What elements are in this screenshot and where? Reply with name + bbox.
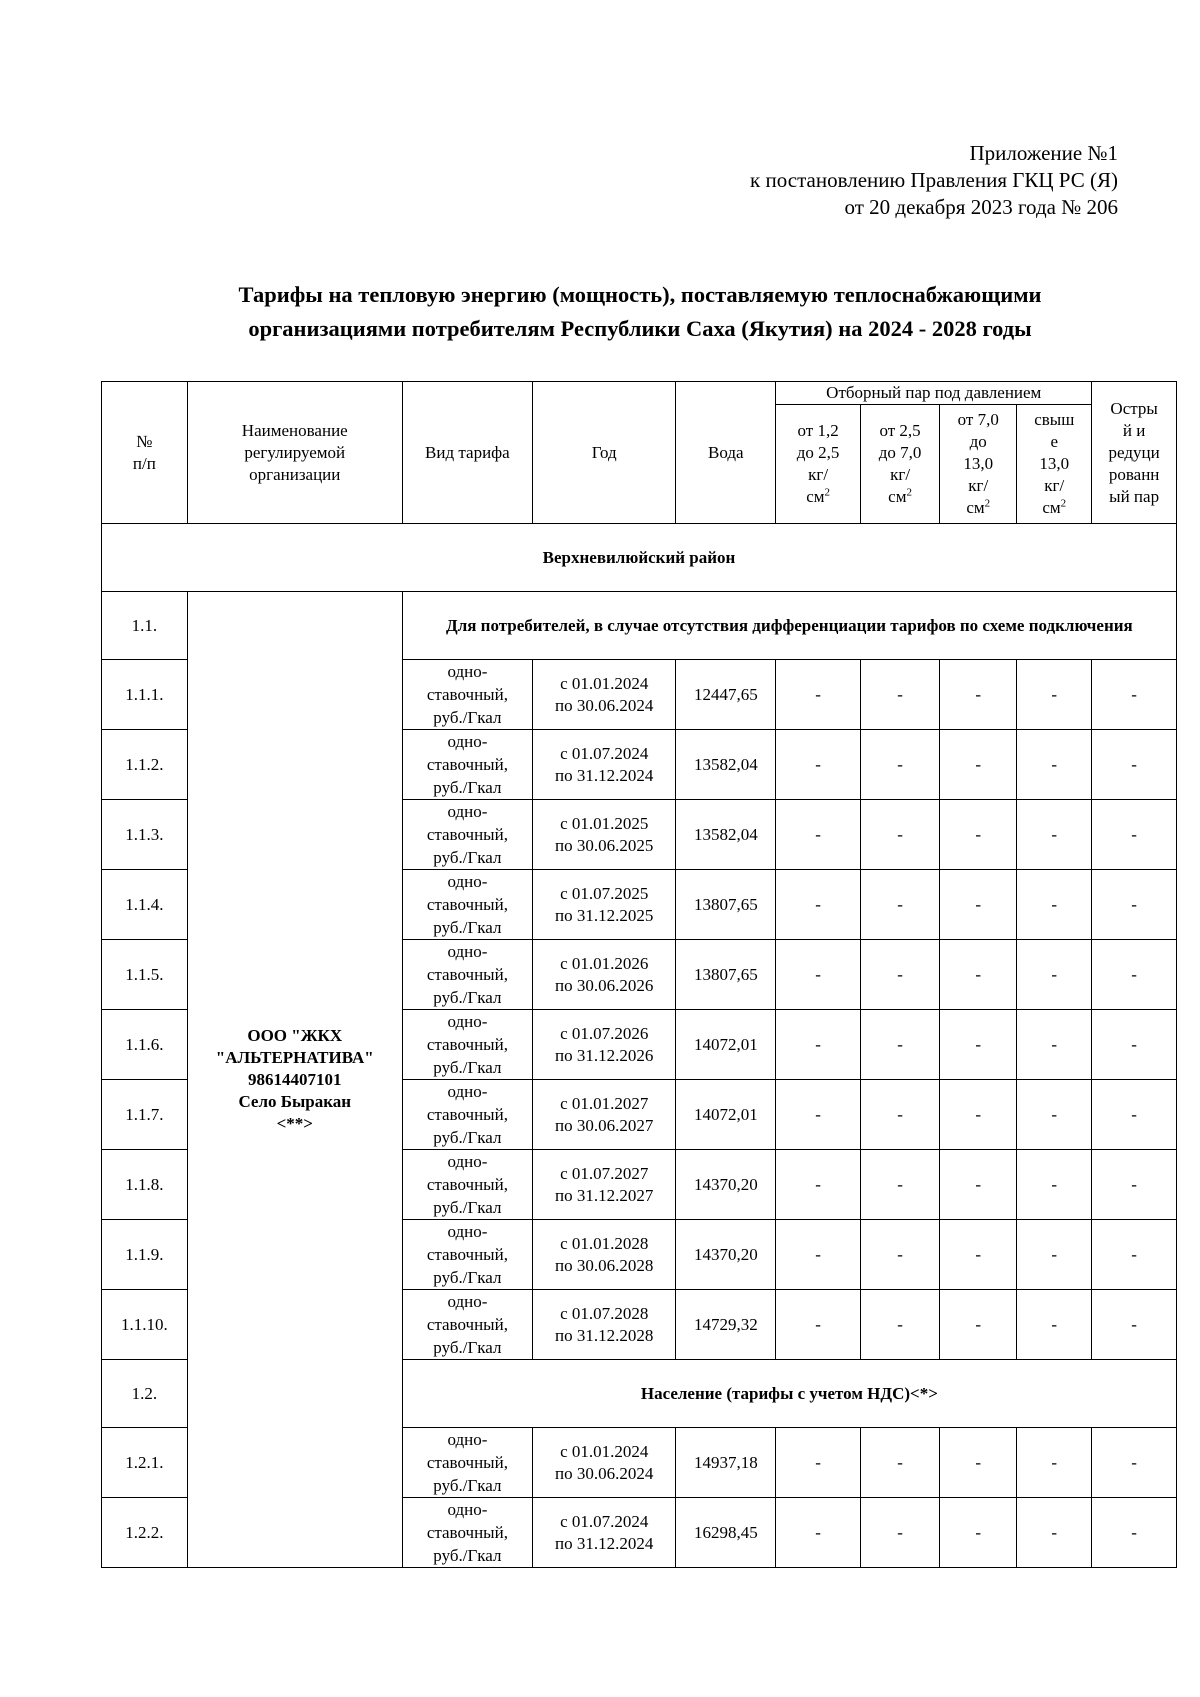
row-pressure-3: -: [940, 940, 1017, 1010]
row-period: с 01.07.2028 по 31.12.2028: [533, 1290, 676, 1360]
row-pressure-1: -: [776, 1428, 861, 1498]
row-pressure-4: -: [1017, 1080, 1092, 1150]
row-sharp-steam: -: [1092, 1010, 1177, 1080]
superscript: 2: [984, 497, 991, 510]
row-pressure-2: -: [860, 1290, 939, 1360]
row-water: 14072,01: [676, 1010, 776, 1080]
row-num: 1.1.1.: [102, 660, 188, 730]
row-pressure-2: -: [860, 1498, 939, 1568]
row-pressure-4: -: [1017, 1220, 1092, 1290]
row-num: 1.1.4.: [102, 870, 188, 940]
row-num: 1.1.8.: [102, 1150, 188, 1220]
row-tariff-type: одно- ставочный, руб./Гкал: [402, 1010, 532, 1080]
row-sharp-steam: -: [1092, 1498, 1177, 1568]
pressure-label: от 7,0 до 13,0 кг/ см: [957, 410, 999, 517]
row-pressure-3: -: [940, 660, 1017, 730]
row-pressure-2: -: [860, 870, 939, 940]
row-pressure-2: -: [860, 1150, 939, 1220]
row-num: 1.1.10.: [102, 1290, 188, 1360]
row-pressure-1: -: [776, 1080, 861, 1150]
header-steam-group: Отборный пар под давлением: [776, 382, 1092, 405]
row-tariff-type: одно- ставочный, руб./Гкал: [402, 1220, 532, 1290]
row-water: 14072,01: [676, 1080, 776, 1150]
row-period: с 01.01.2025 по 30.06.2025: [533, 800, 676, 870]
appendix-line: от 20 декабря 2023 года № 206: [844, 195, 1118, 219]
row-num: 1.1.3.: [102, 800, 188, 870]
row-water: 13582,04: [676, 800, 776, 870]
row-pressure-1: -: [776, 660, 861, 730]
row-pressure-4: -: [1017, 940, 1092, 1010]
row-pressure-4: -: [1017, 1290, 1092, 1360]
row-pressure-4: -: [1017, 1428, 1092, 1498]
organization-line: 98614407101: [248, 1069, 342, 1089]
header-water: Вода: [676, 382, 776, 524]
row-pressure-1: -: [776, 730, 861, 800]
pressure-label: свыш е 13,0 кг/ см: [1034, 410, 1075, 517]
row-num: 1.1.2.: [102, 730, 188, 800]
row-pressure-2: -: [860, 660, 939, 730]
row-pressure-3: -: [940, 1150, 1017, 1220]
header-organization: Наименование регулируемой организации: [187, 382, 402, 524]
row-pressure-1: -: [776, 1150, 861, 1220]
row-num: 1.1.6.: [102, 1010, 188, 1080]
row-water: 14370,20: [676, 1220, 776, 1290]
row-pressure-2: -: [860, 1428, 939, 1498]
row-tariff-type: одно- ставочный, руб./Гкал: [402, 730, 532, 800]
row-tariff-type: одно- ставочный, руб./Гкал: [402, 870, 532, 940]
header-num: № п/п: [102, 382, 188, 524]
row-pressure-3: -: [940, 1080, 1017, 1150]
row-pressure-2: -: [860, 800, 939, 870]
row-water: 14370,20: [676, 1150, 776, 1220]
superscript: 2: [824, 486, 831, 499]
section-label: Население (тарифы с учетом НДС)<*>: [402, 1360, 1176, 1428]
superscript: 2: [906, 486, 912, 499]
row-pressure-1: -: [776, 1220, 861, 1290]
row-tariff-type: одно- ставочный, руб./Гкал: [402, 1290, 532, 1360]
row-water: 14937,18: [676, 1428, 776, 1498]
row-sharp-steam: -: [1092, 870, 1177, 940]
row-sharp-steam: -: [1092, 800, 1177, 870]
header-tariff-type: Вид тарифа: [402, 382, 532, 524]
row-water: 13807,65: [676, 870, 776, 940]
organization-line: <**>: [276, 1113, 313, 1133]
row-pressure-2: -: [860, 1010, 939, 1080]
row-water: 13582,04: [676, 730, 776, 800]
row-water: 13807,65: [676, 940, 776, 1010]
row-tariff-type: одно- ставочный, руб./Гкал: [402, 1498, 532, 1568]
section-num: 1.2.: [102, 1360, 188, 1428]
row-sharp-steam: -: [1092, 940, 1177, 1010]
row-pressure-3: -: [940, 870, 1017, 940]
row-pressure-3: -: [940, 800, 1017, 870]
row-water: 14729,32: [676, 1290, 776, 1360]
appendix-line: Приложение №1: [969, 141, 1118, 165]
row-pressure-2: -: [860, 940, 939, 1010]
row-pressure-3: -: [940, 1498, 1017, 1568]
document-title: [100, 278, 1180, 346]
header-pressure-1: [776, 405, 861, 524]
row-period: с 01.01.2026 по 30.06.2026: [533, 940, 676, 1010]
section-num: 1.1.: [102, 592, 188, 660]
row-pressure-4: -: [1017, 800, 1092, 870]
tariffs-table: [101, 381, 1177, 1568]
row-period: с 01.07.2027 по 31.12.2027: [533, 1150, 676, 1220]
section-row: [102, 592, 1177, 660]
row-pressure-3: -: [940, 1010, 1017, 1080]
organization-line: "АЛЬТЕРНАТИВА": [215, 1047, 374, 1067]
row-num: 1.1.7.: [102, 1080, 188, 1150]
row-num: 1.2.2.: [102, 1498, 188, 1568]
row-period: с 01.07.2024 по 31.12.2024: [533, 730, 676, 800]
row-pressure-1: -: [776, 1290, 861, 1360]
header-year: Год: [533, 382, 676, 524]
header-pressure-2: [860, 405, 939, 524]
row-pressure-3: -: [940, 1428, 1017, 1498]
row-pressure-4: -: [1017, 660, 1092, 730]
appendix-reference: [750, 140, 1118, 221]
row-pressure-4: -: [1017, 870, 1092, 940]
row-sharp-steam: -: [1092, 1220, 1177, 1290]
row-pressure-4: -: [1017, 1150, 1092, 1220]
pressure-label: от 1,2 до 2,5 кг/ см: [796, 421, 840, 506]
row-pressure-4: -: [1017, 1498, 1092, 1568]
row-tariff-type: одно- ставочный, руб./Гкал: [402, 800, 532, 870]
row-tariff-type: одно- ставочный, руб./Гкал: [402, 660, 532, 730]
row-period: с 01.01.2028 по 30.06.2028: [533, 1220, 676, 1290]
section-label: Для потребителей, в случае отсутствия дифференциации тарифов по схеме подключения: [402, 592, 1176, 660]
row-tariff-type: одно- ставочный, руб./Гкал: [402, 940, 532, 1010]
row-sharp-steam: -: [1092, 1080, 1177, 1150]
row-period: с 01.01.2027 по 30.06.2027: [533, 1080, 676, 1150]
row-sharp-steam: -: [1092, 1150, 1177, 1220]
organization-line: ООО "ЖКХ: [247, 1025, 343, 1045]
row-water: 16298,45: [676, 1498, 776, 1568]
row-pressure-1: -: [776, 1010, 861, 1080]
row-pressure-4: -: [1017, 1010, 1092, 1080]
row-tariff-type: одно- ставочный, руб./Гкал: [402, 1080, 532, 1150]
row-num: 1.2.1.: [102, 1428, 188, 1498]
organization-cell: [187, 592, 402, 1568]
appendix-line: к постановлению Правления ГКЦ РС (Я): [750, 168, 1118, 192]
region-name: Верхневилюйский район: [102, 524, 1177, 592]
row-pressure-2: -: [860, 730, 939, 800]
row-sharp-steam: -: [1092, 1428, 1177, 1498]
header-pressure-3: [940, 405, 1017, 524]
row-pressure-3: -: [940, 730, 1017, 800]
row-tariff-type: одно- ставочный, руб./Гкал: [402, 1428, 532, 1498]
row-pressure-1: -: [776, 1498, 861, 1568]
row-pressure-4: -: [1017, 730, 1092, 800]
row-period: с 01.07.2026 по 31.12.2026: [533, 1010, 676, 1080]
row-pressure-2: -: [860, 1080, 939, 1150]
title-line: организациями потребителям Республики Саха (Якутия) на 2024 - 2028 годы: [248, 316, 1032, 341]
row-period: с 01.01.2024 по 30.06.2024: [533, 1428, 676, 1498]
row-period: с 01.07.2025 по 31.12.2025: [533, 870, 676, 940]
header-sharp-steam: Остры й и редуци рованн ый пар: [1092, 382, 1177, 524]
row-period: с 01.07.2024 по 31.12.2024: [533, 1498, 676, 1568]
row-pressure-1: -: [776, 870, 861, 940]
row-tariff-type: одно- ставочный, руб./Гкал: [402, 1150, 532, 1220]
row-num: 1.1.5.: [102, 940, 188, 1010]
row-pressure-1: -: [776, 800, 861, 870]
row-pressure-3: -: [940, 1220, 1017, 1290]
region-row: [102, 524, 1177, 592]
row-pressure-2: -: [860, 1220, 939, 1290]
header-row: [102, 382, 1177, 405]
row-pressure-3: -: [940, 1290, 1017, 1360]
row-water: 12447,65: [676, 660, 776, 730]
header-pressure-4: [1017, 405, 1092, 524]
pressure-label: от 2,5 до 7,0 кг/ см: [878, 421, 922, 506]
title-line: Тарифы на тепловую энергию (мощность), поставляемую теплоснабжающими: [238, 282, 1042, 307]
row-sharp-steam: -: [1092, 660, 1177, 730]
row-pressure-1: -: [776, 940, 861, 1010]
row-sharp-steam: -: [1092, 730, 1177, 800]
row-sharp-steam: -: [1092, 1290, 1177, 1360]
row-num: 1.1.9.: [102, 1220, 188, 1290]
organization-line: Село Быракан: [238, 1091, 352, 1111]
superscript: 2: [1060, 497, 1067, 510]
row-period: с 01.01.2024 по 30.06.2024: [533, 660, 676, 730]
